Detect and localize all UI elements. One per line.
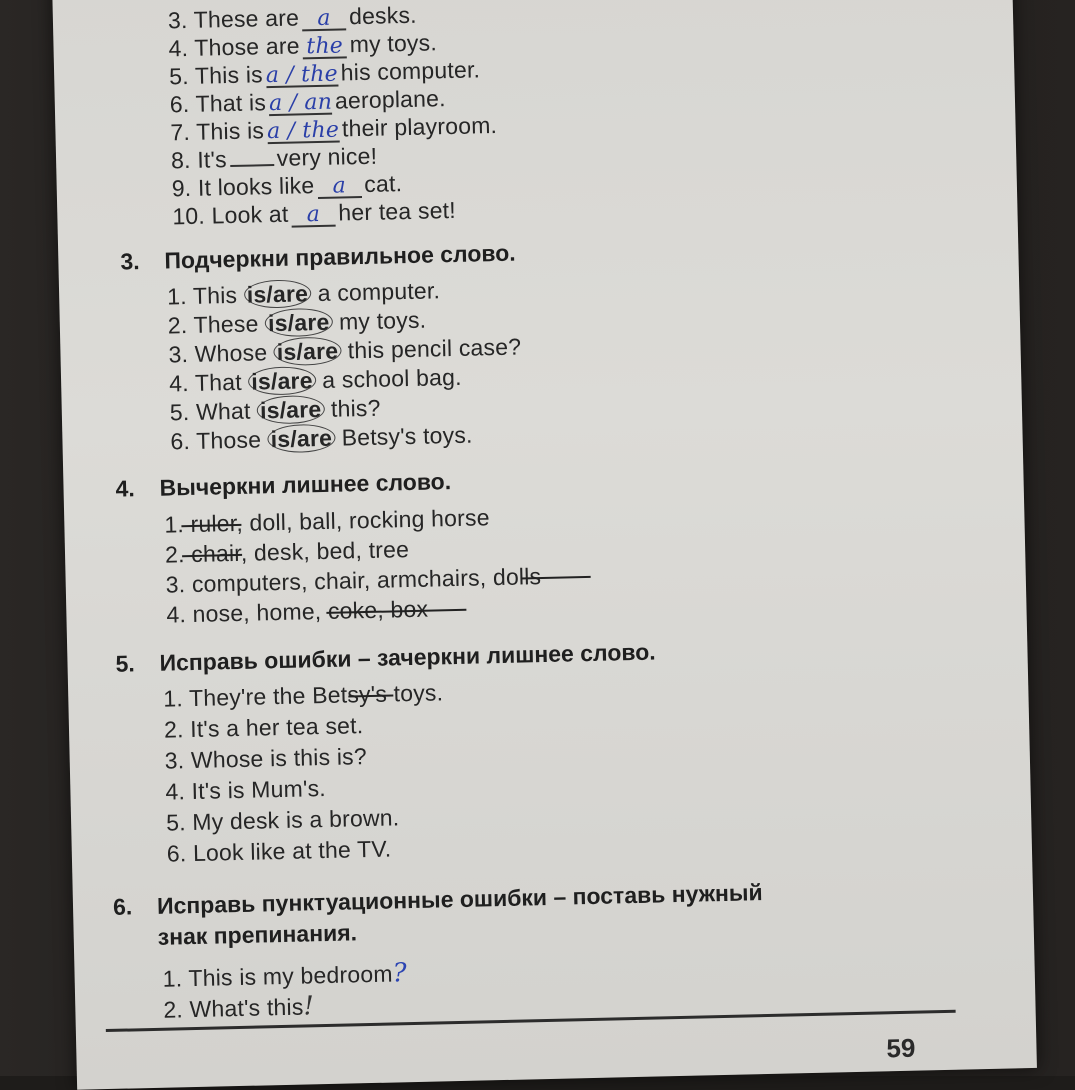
ex3-item-4: 4. That is/are a school bag.: [168, 363, 462, 397]
ex2-item-4: 4. Those are the my toys.: [168, 29, 438, 62]
page-number: 59: [886, 1032, 916, 1064]
ex2-item-8: 8. It's very nice!: [170, 142, 378, 174]
answer-blank: a: [291, 205, 335, 228]
ex3-item-3: 3. Whose is/are this pencil case?: [168, 333, 522, 368]
ex3-item-1: 1. This is/are a computer.: [166, 277, 441, 310]
ex4-item-3: 3. computers, chair, armchairs, dolls: [165, 563, 542, 598]
choice-circled: is/are: [267, 424, 335, 454]
ex6-item-1: 1. This is my bedroom?: [162, 958, 408, 992]
ex3-item-5: 5. What is/are this?: [169, 394, 381, 426]
handwritten-mark: !: [303, 991, 315, 1022]
ex2-item-5: 5. This is a / the his computer.: [168, 56, 481, 90]
ex5-item-2: 2. It's a her tea set.: [163, 712, 364, 743]
ex4-item-4: 4. nose, home, coke, box: [166, 595, 429, 628]
choice-circled: is/are: [257, 395, 325, 425]
ex3-item-2: 2. These is/are my toys.: [167, 306, 427, 339]
exercise-6-heading-cont: знак препинания.: [157, 919, 358, 950]
handwritten-mark: ?: [392, 958, 408, 989]
exercise-4-heading: 4. Вычеркни лишнее слово.: [115, 468, 452, 502]
answer-blank: a / the: [266, 117, 340, 145]
answer-blank: a: [302, 8, 346, 31]
answer-blank: a / an: [268, 89, 333, 117]
answer-blank: a: [317, 176, 361, 199]
choice-circled: is/are: [265, 308, 333, 338]
strike-mark: [521, 576, 591, 580]
ex2-item-10: 10. Look at a her tea set!: [172, 196, 457, 230]
ex5-item-1: 1. They're the Betsy's toys.: [163, 679, 444, 712]
exercise-6-heading: 6. Исправь пунктуационные ошибки – поставь нужный: [112, 879, 763, 920]
exercise-5-heading: 5. Исправь ошибки – зачеркни лишнее слово.: [115, 638, 656, 677]
ex2-item-3: 3. These are a desks.: [167, 1, 417, 34]
ex5-item-3: 3. Whose is this is?: [164, 743, 368, 774]
answer-blank: [230, 164, 274, 167]
ex3-item-6: 6. Those is/are Betsy's toys.: [170, 421, 473, 455]
ex2-item-9: 9. It looks like a cat.: [171, 170, 403, 202]
ex5-item-4: 4. It's is Mum's.: [165, 774, 327, 805]
ex6-item-2: 2. What's this!: [163, 991, 315, 1023]
ex5-item-6: 6. Look like at the TV.: [166, 835, 392, 867]
choice-circled: is/are: [243, 279, 311, 309]
choice-circled: is/are: [248, 366, 316, 396]
ex2-item-6: 6. That is a / an aeroplane.: [169, 85, 446, 118]
ex4-item-1: 1. ruler, doll, ball, rocking horse: [164, 504, 490, 538]
answer-blank: the: [302, 36, 346, 59]
workbook-page: [52, 0, 1037, 1090]
ex2-item-7: 7. This is a / the their playroom.: [170, 111, 498, 146]
exercise-3-heading: 3. Подчеркни правильное слово.: [120, 239, 516, 275]
ex4-item-2: 2. chair, desk, bed, tree: [164, 536, 410, 568]
ex5-item-5: 5. My desk is a brown.: [165, 804, 400, 836]
answer-blank: a / the: [265, 61, 339, 89]
choice-circled: is/are: [274, 337, 342, 367]
